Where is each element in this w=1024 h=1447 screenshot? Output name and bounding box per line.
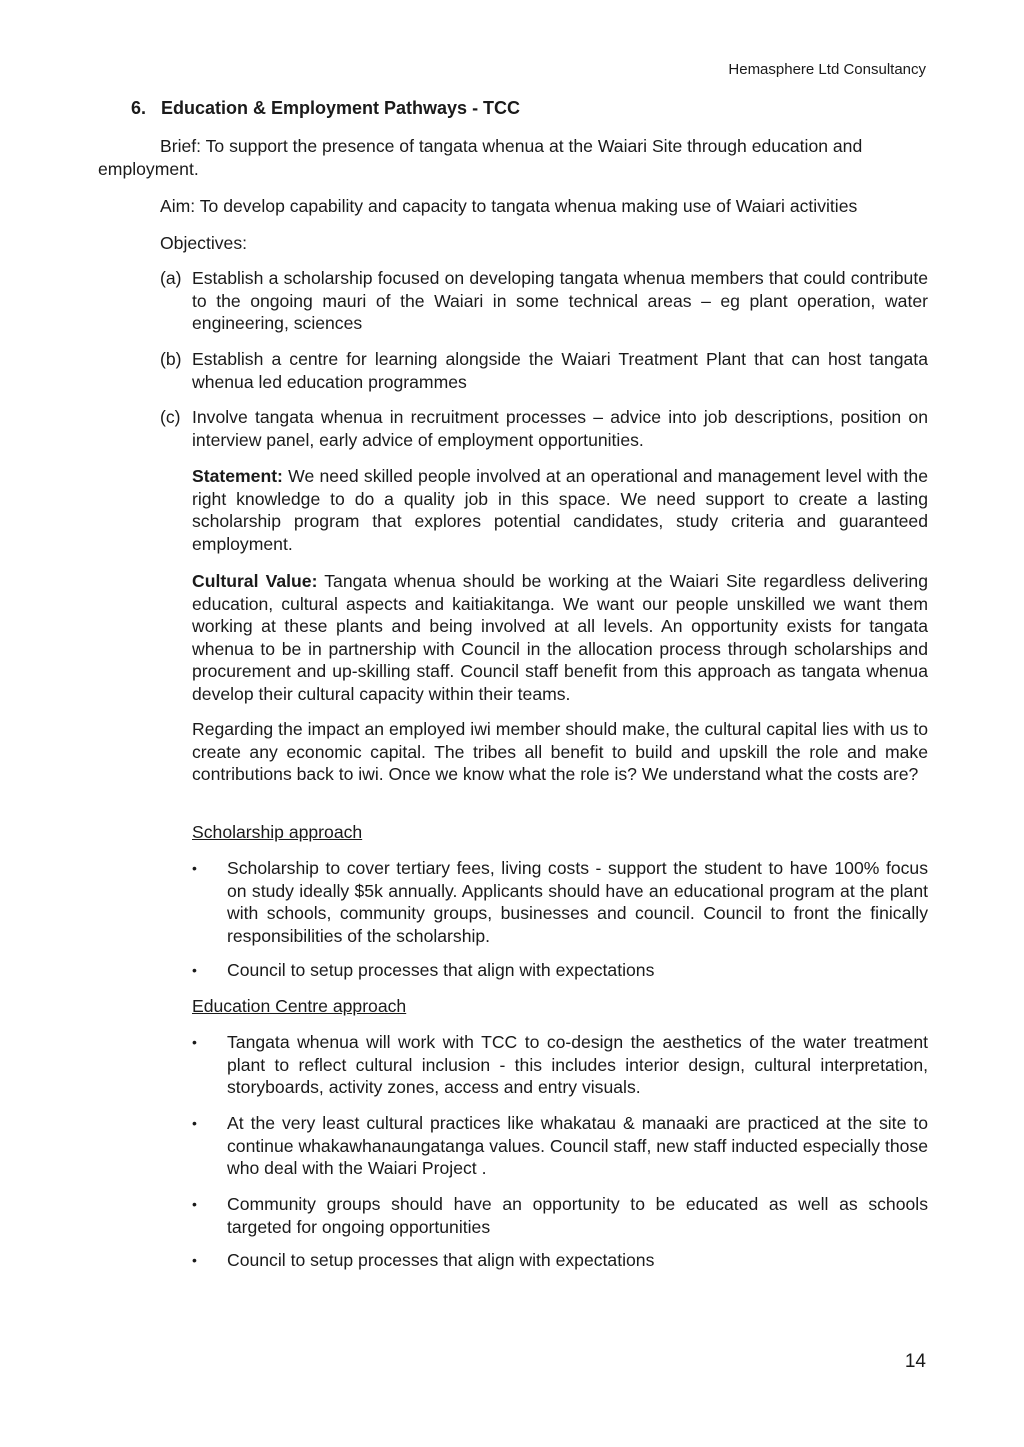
bullet-icon: • (192, 1196, 197, 1212)
objective-item (160, 348, 928, 393)
bullet-text: Scholarship to cover tertiary fees, living costs - support the student to have 100% focus on study ideally $5k annually. Applicants should have an educational program at the plant with schools, community groups, businesses and council. Council to front the finically responsibilities of the scholarship. (227, 858, 928, 946)
bullet-icon: • (192, 962, 197, 978)
statement-paragraph (192, 465, 928, 555)
bullet-text: Tangata whenua will work with TCC to co-design the aesthetics of the water treatment plant to reflect cultural inclusion - this includes interior design, cultural interpretation, storyboards, activity zones, access and entry visuals. (227, 1032, 928, 1097)
aim-paragraph: Aim: To develop capability and capacity to tangata whenua making use of Waiari activities (160, 196, 858, 216)
bullet-text: Community groups should have an opportunity to be educated as well as schools targeted for ongoing opportunities (227, 1194, 928, 1237)
bullet-icon: • (192, 860, 197, 876)
bullet-text: At the very least cultural practices like whakatau & manaaki are practiced at the site to continue whakawhanaungatanga values. Council staff, new staff inducted especially those who deal with the Waiari Project . (227, 1113, 928, 1178)
header-company-name: Hemasphere Ltd Consultancy (728, 61, 926, 78)
objective-text: Establish a centre for learning alongside the Waiari Treatment Plant that can host tangata whenua led education programmes (192, 349, 928, 392)
bullet-icon: • (192, 1115, 197, 1131)
section-heading (131, 97, 520, 119)
brief-paragraph: Brief: To support the presence of tangata whenua at the Waiari Site through education and employment. (98, 136, 863, 179)
objective-text: Involve tangata whenua in recruitment processes – advice into job descriptions, position on interview panel, early advice of employment opportunities. (192, 407, 928, 450)
objective-item (160, 406, 928, 451)
impact-paragraph: Regarding the impact an employed iwi member should make, the cultural capital lies with us to create any economic capital. The tribes all benefit to build and upskill the role and make contributions back to iwi. Once we know what the role is? We understand what the costs are? (192, 719, 928, 784)
section-number: 6. (131, 98, 147, 118)
bullet-text: Council to setup processes that align with expectations (227, 1250, 655, 1270)
objective-text: Establish a scholarship focused on developing tangata whenua members that could contribute to the ongoing mauri of the Waiari in some technical areas – eg plant operation, water engineering, sciences (192, 268, 928, 333)
bullet-text: Council to setup processes that align with expectations (227, 960, 655, 980)
education-centre-bullet (192, 1193, 928, 1238)
bullet-icon: • (192, 1034, 197, 1050)
objective-marker: (c) (160, 407, 181, 427)
page-number: 14 (904, 1351, 926, 1372)
education-centre-bullet (192, 1249, 928, 1272)
section-title: Education & Employment Pathways - TCC (161, 98, 521, 118)
cultural-value-label: Cultural Value: (192, 571, 318, 591)
scholarship-bullet (192, 959, 928, 982)
statement-text: We need skilled people involved at an operational and management level with the right knowledge to do a quality job in this space. We need support to create a lasting scholarship program that explores potential candidates, study criteria and guaranteed employment. (192, 466, 928, 554)
statement-label: Statement: (192, 466, 283, 486)
cultural-value-text: Tangata whenua should be working at the Waiari Site regardless delivering education, cultural aspects and kaitiakitanga. We want our people unskilled we want them working at these plants and being involved at all levels. An opportunity exists for tangata whenua to be in partnership with Council in the allocation process through scholarships and procurement and up-skilling staff. Council staff benefit from this approach as tangata whenua develop their cultural capacity within their teams. (192, 571, 928, 704)
education-centre-approach-heading: Education Centre approach (192, 996, 407, 1016)
objectives-label: Objectives: (160, 233, 248, 253)
education-centre-bullet (192, 1112, 928, 1180)
objective-marker: (a) (160, 268, 182, 288)
scholarship-bullet (192, 857, 928, 947)
bullet-icon: • (192, 1252, 197, 1268)
objective-item (160, 267, 928, 335)
cultural-value-paragraph (192, 570, 928, 705)
education-centre-bullet (192, 1031, 928, 1099)
scholarship-approach-heading: Scholarship approach (192, 822, 363, 842)
objective-marker: (b) (160, 349, 182, 369)
